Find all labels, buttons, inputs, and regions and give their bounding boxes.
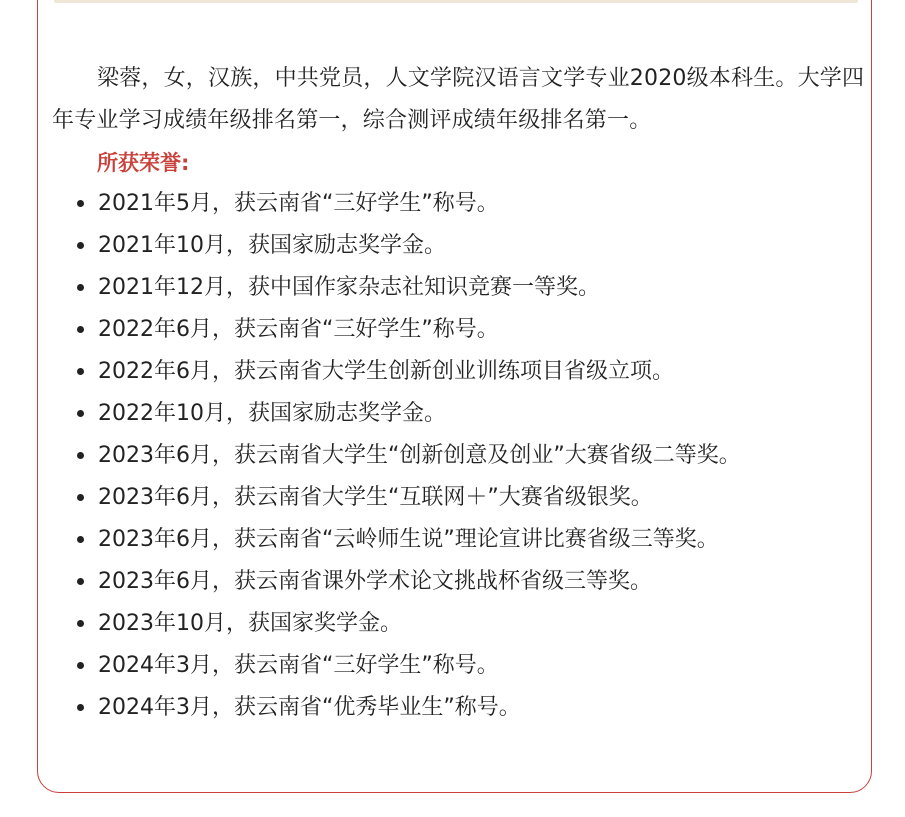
honor-text: 2023年6月，获云南省“云岭师生说”理论宣讲比赛省级三等奖。 (98, 527, 719, 552)
honors-list (75, 183, 865, 729)
honor-text: 2021年12月，获中国作家杂志社知识竞赛一等奖。 (98, 275, 600, 300)
bullet-icon (77, 410, 84, 417)
bullet-icon (77, 494, 84, 501)
honor-item (75, 351, 865, 393)
bullet-icon (77, 200, 84, 207)
bullet-icon (77, 536, 84, 543)
honor-item (75, 435, 865, 477)
honor-text: 2022年6月，获云南省“三好学生”称号。 (98, 317, 499, 342)
bullet-icon (77, 704, 84, 711)
bullet-icon (77, 620, 84, 627)
top-decorative-band (54, 0, 858, 3)
honor-text: 2024年3月，获云南省“优秀毕业生”称号。 (98, 695, 521, 720)
honor-item (75, 267, 865, 309)
honor-text: 2022年10月，获国家励志奖学金。 (98, 401, 446, 426)
honor-item (75, 477, 865, 519)
bullet-icon (77, 326, 84, 333)
honor-item (75, 603, 865, 645)
bullet-icon (77, 284, 84, 291)
honor-item (75, 309, 865, 351)
honor-text: 2023年6月，获云南省大学生“互联网＋”大赛省级银奖。 (98, 485, 653, 510)
bullet-icon (77, 662, 84, 669)
honor-text: 2022年6月，获云南省大学生创新创业训练项目省级立项。 (98, 359, 674, 384)
honor-text: 2023年6月，获云南省课外学术论文挑战杯省级三等奖。 (98, 569, 652, 594)
honor-item (75, 183, 865, 225)
honor-text: 2021年10月，获国家励志奖学金。 (98, 233, 446, 258)
bullet-icon (77, 578, 84, 585)
honor-text: 2021年5月，获云南省“三好学生”称号。 (98, 191, 499, 216)
bullet-icon (77, 452, 84, 459)
honor-item (75, 393, 865, 435)
honor-item (75, 225, 865, 267)
honors-heading: 所获荣誉: (97, 151, 190, 175)
bullet-icon (77, 368, 84, 375)
honor-text: 2023年10月，获国家奖学金。 (98, 611, 402, 636)
honor-item (75, 519, 865, 561)
honor-text: 2023年6月，获云南省大学生“创新创意及创业”大赛省级二等奖。 (98, 443, 741, 468)
honor-item (75, 645, 865, 687)
intro-paragraph: 梁蓉，女，汉族，中共党员，人文学院汉语言文学专业2020级本科生。大学四年专业学习成绩年级排名第一，综合测评成绩年级排名第一。 (52, 66, 865, 133)
honor-item (75, 687, 865, 729)
honor-item (75, 561, 865, 603)
honor-text: 2024年3月，获云南省“三好学生”称号。 (98, 653, 499, 678)
bullet-icon (77, 242, 84, 249)
